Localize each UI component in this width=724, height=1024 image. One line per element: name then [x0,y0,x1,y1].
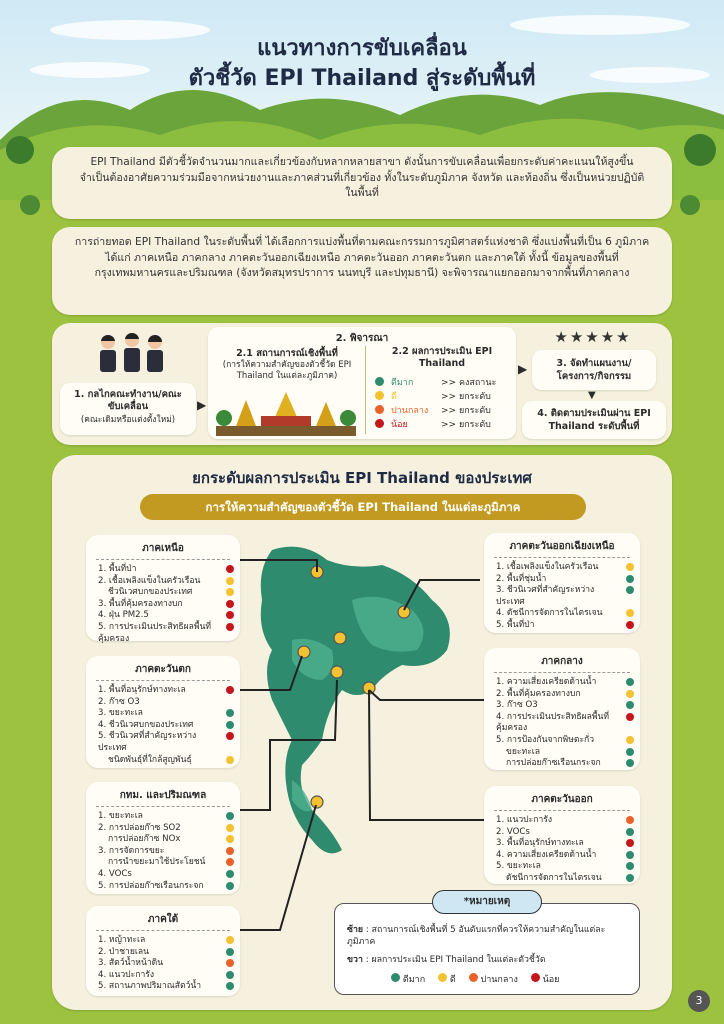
region-title: ภาคใต้ [96,906,230,931]
status-dot [626,609,634,617]
legend-box [334,903,640,995]
region-title: ภาคตะวันออกเฉียงเหนือ [494,533,630,558]
step1-title: 1. กลไกคณะทำงาน/คณะขับเคลื่อน [74,389,182,412]
status-dot [226,565,234,573]
legend-left-key: ซ้าย [347,925,364,935]
list-item [496,700,640,712]
list-item [98,869,240,881]
list-item [496,608,640,620]
list-item [98,755,240,767]
legend-title-badge [432,890,542,914]
item-text: 3. การจัดการขยะ [98,845,165,856]
list-item [496,585,640,608]
eval-label: ดี [391,392,397,402]
status-dot [626,563,634,571]
item-text: 1. พื้นที่ป่า [98,564,137,574]
step2-title: 2. พิจารณา [335,333,389,344]
legend-item-label: น้อย [542,975,560,985]
list-item [98,823,240,835]
legend-dot [438,973,447,982]
list-item [98,599,240,611]
list-item [496,735,640,747]
arrow-icon: ▶ [197,398,207,412]
list-item [98,935,240,947]
item-text: 3. พื้นที่คุ้มครองทางบก [98,598,183,609]
item-text: 5. พื้นที่ป่า [496,619,535,630]
status-dot [226,824,234,832]
status-dot [226,686,234,694]
status-dot [226,709,234,717]
item-text: 4. VOCs [98,868,132,879]
status-dot [626,839,634,847]
region-list [86,685,240,766]
step22-title: 2.2 ผลการประเมิน EPI Thailand [391,346,493,369]
item-text: 4. ชีวนิเวศบกของประเทศ [98,719,194,730]
item-text: 3. พื้นที่อนุรักษ์ทางทะเล [496,838,584,849]
status-dot [626,816,634,824]
list-item [496,562,640,574]
list-item [496,815,640,827]
region-list [86,811,240,892]
item-text: 2. การปล่อยก๊าซ SO2 [98,822,181,833]
legend-right-text: : ผลการประเมิน EPI Thailand ในแต่ละตัวชี้วัด [365,955,546,965]
list-item [496,574,640,586]
status-dot [226,882,234,890]
eval-label: ปานกลาง [391,406,429,416]
status-dot [226,870,234,878]
item-text: 3. ขยะทะเล [98,708,143,719]
item-text: การนำขยะมาใช้ประโยชน์ [108,857,206,868]
region-title: ภาคตะวันตก [96,656,230,681]
status-dot [226,721,234,729]
list-item [98,947,240,959]
list-item [496,861,640,873]
region-list [86,935,240,993]
list-item [98,981,240,993]
status-dot [226,588,234,596]
item-text: 4. การประเมินประสิทธิผลพื้นที่คุ้มครอง [496,711,610,734]
legend-dot [469,973,478,982]
list-item [496,712,640,735]
region-title: ภาคตะวันออก [494,786,630,811]
legend-dot [391,973,400,982]
transfer-text: การถ่ายทอด EPI Thailand ในระดับพื้นที่ ได้เลือกการแบ่งพื้นที่ตามคณะกรรมการภูมิศาสตร์แห่งชาติ ซึ่งแบ่งพื้นที่เป็น 6 ภูมิภาค ได้แก่ ภาคเหนือ ภาคกลาง ภาคตะวันออกเฉียงเหนือ ภาคตะวันออก ภาคตะวันตก และภาคใต้ ทั้งนี้ ข้อมูลของพื้นที่กรุงเทพมหานครและปริมณฑล (จังหวัดสมุทรปราการ นนทบุรี และปทุมธานี) จะพิจารณาแยกออกมาจากพื้นที่ภาคกลาง [74,236,650,279]
eval-action: >> ยกระดับ [441,420,491,430]
step1-note: (คณะเดิมหรือแต่งตั้งใหม่) [80,415,176,425]
list-item [98,564,240,576]
legend-right-key: ขวา [347,955,363,965]
status-dot [626,575,634,583]
list-item [98,811,240,823]
list-item [98,720,240,732]
arrow-down-icon: ▼ [588,390,596,401]
legend-left-text: : สถานการณ์เชิงพื้นที่ 5 อันดับแรกที่ควรให้ความสำคัญในแต่ละภูมิภาค [347,925,606,947]
item-text: 2. พื้นที่คุ้มครองทางบก [496,688,581,699]
legend-title: *หมายเหตุ [463,896,511,907]
status-dot [626,690,634,698]
status-dot [226,847,234,855]
item-text: 5. ชีวนิเวศที่สำคัญระหว่างประเทศ [98,731,197,753]
legend-dot [531,973,540,982]
page-title-line2: ตัวชี้วัด EPI Thailand สู่ระดับพื้นที่ [188,66,536,91]
status-dot [626,862,634,870]
status-dot [226,835,234,843]
ranking-title: ยกระดับผลการประเมิน EPI Thailand ของประเทศ [192,469,532,487]
item-text: 4. ความเสี่ยงเครียดด้านน้ำ [496,849,597,860]
list-item [496,747,640,759]
item-text: 2. เชื้อเพลิงแข็งในครัวเรือน [98,575,201,586]
item-text: 5. สถานภาพปริมาณสัตว์น้ำ [98,981,202,992]
item-text: 1. ความเสี่ยงเครียดด้านน้ำ [496,677,597,687]
region-list [484,677,640,770]
list-item [98,622,240,645]
region-west [86,656,240,768]
item-text: 4. แนวปะการัง [98,969,155,980]
status-dot [226,936,234,944]
status-dot [626,851,634,859]
list-item [98,881,240,893]
item-text: ขยะทะเล [506,746,541,757]
list-item [98,697,240,709]
list-item [98,731,240,754]
list-item [98,708,240,720]
eval-action: >> คงสถานะ [441,378,497,388]
item-text: การปล่อยก๊าซ NOx [108,834,181,845]
page-number: 3 [688,990,710,1012]
ranking-banner: การให้ความสำคัญของตัวชี้วัด EPI Thailand ในแต่ละภูมิภาค [140,494,586,520]
legend-item-label: ดีมาก [402,975,426,985]
status-dot [226,600,234,608]
status-dot [226,959,234,967]
status-dot [226,756,234,764]
list-item [496,689,640,701]
list-item [496,838,640,850]
region-east [484,786,640,884]
status-dot [226,577,234,585]
item-text: 4. ดัชนีการจัดการในไตรเจน [496,608,603,619]
status-dot [626,701,634,709]
item-text: 3. ชีวนิเวศที่สำคัญระหว่างประเทศ [496,585,595,607]
item-text: 5. ขยะทะเล [496,861,541,872]
status-dot [226,948,234,956]
status-dot [226,623,234,631]
step3-title: 3. จัดทำแผนงาน/โครงการ/กิจกรรม [556,358,632,382]
status-dot [226,982,234,990]
page-title-line1: แนวทางการขับเคลื่อน [257,36,467,61]
list-item [98,970,240,982]
region-title: ภาคกลาง [494,648,630,673]
list-item [98,587,240,599]
status-dot [226,971,234,979]
item-text: ชนิดพันธุ์ที่ใกล้สูญพันธุ์ [108,754,192,765]
region-title: กทม. และปริมณฑล [96,782,230,807]
region-central [484,648,640,770]
step21-note: (การให้ความสำคัญของตัวชี้วัด EPI Thailand ในแต่ละภูมิภาค) [222,360,352,381]
status-dot [626,586,634,594]
item-text: 2. พื้นที่ชุ่มน้ำ [496,573,547,584]
list-item [98,576,240,588]
item-text: 1. พื้นที่อนุรักษ์ทางทะเล [98,685,186,695]
stars-rating: ★★★★★ [554,328,632,346]
region-list [86,564,240,645]
status-dot [626,713,634,721]
list-item [496,850,640,862]
status-dot [226,858,234,866]
list-item [496,620,640,632]
legend-text-right [347,954,627,966]
region-south [86,906,240,996]
status-dot [226,611,234,619]
item-text: 1. ขยะทะเล [98,811,143,821]
item-text: 2. VOCs [496,826,530,837]
item-text: 4. ฝุ่น PM2.5 [98,610,149,621]
item-text: 5. การป้องกันจากพิษตะกั่ว [496,734,595,745]
status-dot [626,748,634,756]
item-text: 5. การปล่อยก๊าซเรือนกระจก [98,880,204,891]
region-list [484,562,640,632]
status-dot [626,736,634,744]
status-dot [226,732,234,740]
step21-title: 2.1 สถานการณ์เชิงพื้นที่ [236,348,338,359]
legend-items [391,972,559,986]
arrow-icon: ▶ [518,362,528,376]
list-item [98,846,240,858]
list-item [496,873,640,885]
item-text: 5. การประเมินประสิทธิผลพื้นที่คุ้มครอง [98,621,212,644]
item-text: 3. ก๊าซ O3 [496,700,538,711]
item-text: 2. ก๊าซ O3 [98,696,140,707]
item-text: 1. แนวปะการัง [496,815,553,825]
item-text: การปล่อยก๊าซเรือนกระจก [506,758,601,769]
status-dot [626,874,634,882]
legend-item-label: ปานกลาง [480,975,518,985]
list-item [98,958,240,970]
list-item [496,827,640,839]
status-dot [626,678,634,686]
list-item [98,610,240,622]
item-text: ดัชนีการจัดการในไตรเจน [506,872,602,883]
item-text: ชีวนิเวศบกของประเทศ [108,587,193,598]
region-northeast [484,533,640,633]
eval-action: >> ยกระดับ [441,392,491,402]
step4-title: 4. ติดตามประเมินผ่าน EPI Thailand ระดับพื้นที่ [537,408,651,432]
region-list [484,815,640,885]
eval-action: >> ยกระดับ [441,406,491,416]
status-dot [626,828,634,836]
list-item [98,857,240,869]
list-item [496,677,640,689]
region-north [86,535,240,644]
intro-text: EPI Thailand มีตัวชี้วัดจำนวนมากและเกี่ยวข้องกับหลากหลายสาขา ดังนั้นการขับเคลื่อนเพื่อยกระดับค่าคะแนนให้สูงขึ้น จำเป็นต้องอาศัยความร่วมมือจากหน่วยงานและภาคส่วนที่เกี่ยวข้อง ทั้งในระดับภูมิภาค จังหวัด และท้องถิ่น ซึ่งเป็นหน่วยปฏิบัติในพื้นที่ [79,156,645,199]
eval-label: ดีมาก [391,378,414,388]
status-dot [626,621,634,629]
item-text: 2. ป่าชายเลน [98,946,149,957]
item-text: 1. เชื้อเพลิงแข็งในครัวเรือน [496,562,599,572]
list-item [98,834,240,846]
list-item [98,685,240,697]
item-text: 1. หญ้าทะเล [98,935,146,945]
eval-label: น้อย [391,420,408,430]
status-dot [226,812,234,820]
legend-text-left [347,924,627,948]
status-dot [626,759,634,767]
legend-item-label: ดี [449,975,456,985]
list-item [496,758,640,770]
region-title: ภาคเหนือ [96,535,230,560]
region-bkk [86,782,240,894]
item-text: 3. สัตว์น้ำหน้าดิน [98,958,164,969]
